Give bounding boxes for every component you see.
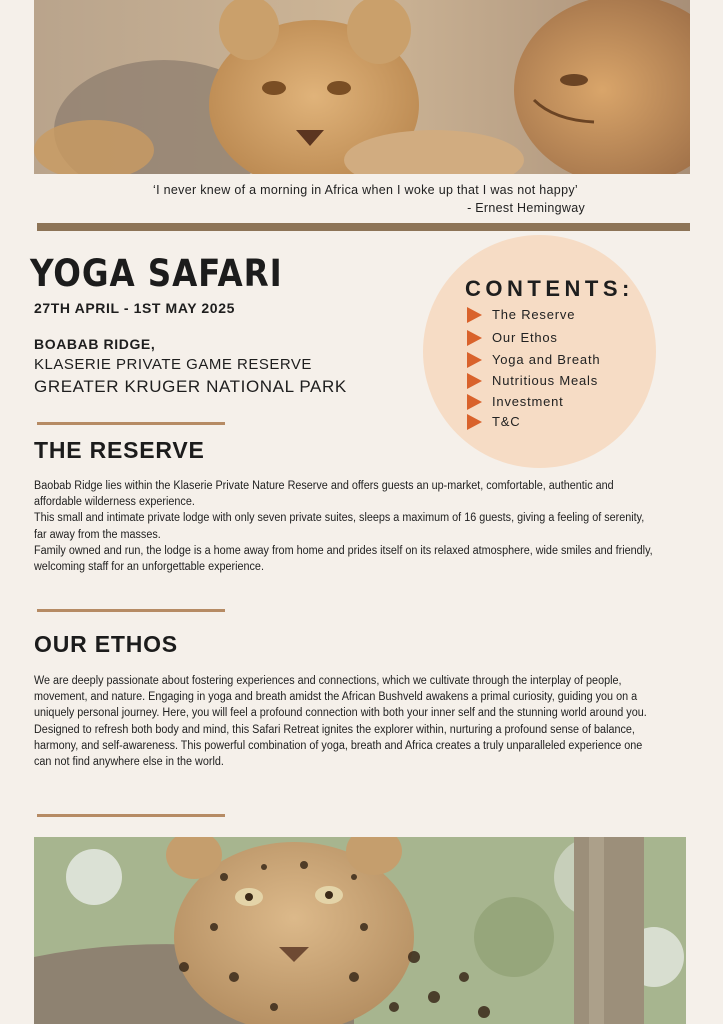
contents-item-label: T&C [492, 414, 521, 430]
contents-item-label: Nutritious Meals [492, 373, 598, 389]
contents-item-investment[interactable] [467, 393, 564, 410]
section-divider [37, 609, 225, 612]
ethos-heading: OUR ETHOS [34, 631, 178, 657]
contents-item-yoga-and-breath[interactable] [467, 351, 600, 368]
contents-item-label: Yoga and Breath [492, 352, 601, 368]
leopard-photo [34, 837, 686, 1024]
section-divider [37, 814, 225, 817]
arrow-right-icon [467, 414, 482, 430]
contents-item-label: The Reserve [492, 307, 576, 323]
quote-author: - Ernest Hemingway [467, 201, 585, 215]
contents-title: CONTENTS: [465, 276, 634, 301]
ethos-text [34, 673, 654, 770]
reserve-paragraph: Baobab Ridge lies within the Klaserie Private Nature Reserve and offers guests an up-market, comfortable, authentic and affordable wilderness experience. [34, 480, 614, 509]
reserve-paragraph: This small and intimate private lodge with only seven private suites, sleeps a maximum of 16 guests, giving a feeling of serenity, far away from the masses. [34, 512, 645, 541]
arrow-right-icon [467, 330, 482, 346]
location-reserve: KLASERIE PRIVATE GAME RESERVE [34, 356, 312, 373]
event-dates: 27TH APRIL - 1ST MAY 2025 [34, 300, 235, 316]
contents-item-nutritious-meals[interactable] [467, 372, 598, 389]
arrow-right-icon [467, 373, 482, 389]
contents-item-the-reserve[interactable] [467, 306, 575, 323]
arrow-right-icon [467, 307, 482, 323]
contents-item-label: Our Ethos [492, 330, 558, 346]
reserve-heading: THE RESERVE [34, 437, 205, 463]
page-title: YOGA SAFARI [30, 252, 283, 295]
contents-circle [423, 235, 656, 468]
reserve-paragraph: Family owned and run, the lodge is a home away from home and prides itself on its relaxed atmosphere, wide smiles and friendly, welcoming staff for an unforgettable experience. [34, 544, 653, 574]
arrow-right-icon [467, 352, 482, 368]
header-divider [37, 223, 690, 231]
contents-item-label: Investment [492, 394, 564, 410]
arrow-right-icon [467, 394, 482, 410]
contents-item-our-ethos[interactable] [467, 329, 558, 346]
quote-text: ‘I never knew of a morning in Africa when I woke up that I was not happy’ [153, 183, 578, 197]
section-divider [37, 422, 225, 425]
location-name: BOABAB RIDGE, [34, 336, 156, 352]
ethos-paragraph: We are deeply passionate about fostering experiences and connections, which we cultivate through the interplay of people, movement, and nature. Engaging in yoga and breath amidst the African Bushveld awakens a primal curiosity, guiding you on a uniquely personal journey. Here, you will feel a profound connection with both your inner self and the stunning world around you. Designed to refresh both body and mind, this Safari Retreat ignites the explorer within, nurturing a profound sense of balance, harmony, and self-awareness. This powerful combination of yoga, breath and Africa creates a truly unparalleled experience one can not find anywhere else in the world. [34, 675, 647, 769]
location-park: GREATER KRUGER NATIONAL PARK [34, 377, 347, 396]
lion-cubs-photo [34, 0, 690, 174]
reserve-text [34, 478, 654, 575]
contents-item-tc[interactable] [467, 413, 520, 430]
